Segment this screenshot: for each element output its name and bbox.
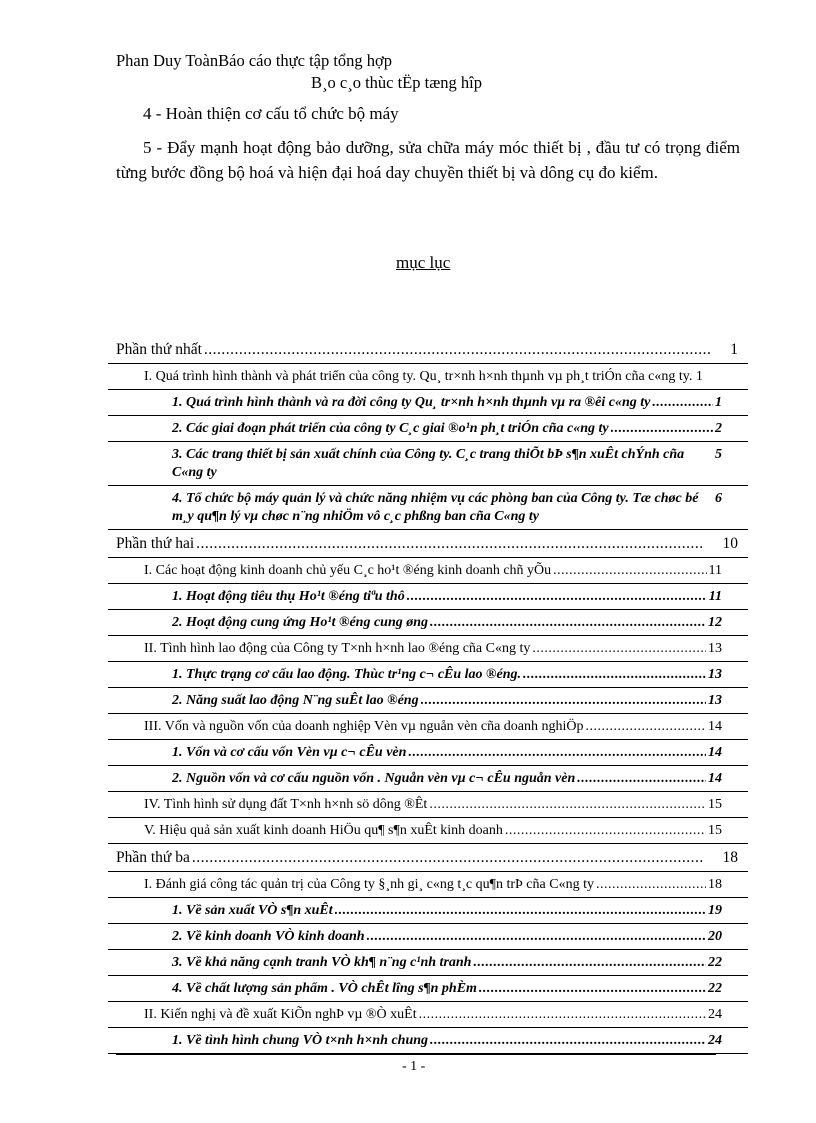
toc-entry-page: 1 <box>715 395 722 410</box>
toc-leader-dots <box>523 666 706 684</box>
toc-entry-2-iii[interactable] <box>108 714 748 740</box>
toc-entry-2-iii-2[interactable] <box>108 766 748 792</box>
toc-entry-label: 2. Hoạt động cung ứng Ho¹t ®éng cung øng <box>172 615 429 630</box>
toc-entry-page: 18 <box>708 877 722 892</box>
toc-entry-3-i-3[interactable] <box>108 950 748 976</box>
toc-entry-page: 24 <box>708 1033 722 1048</box>
toc-entry-label: I. Quá trình hình thành và phát triển của công ty. Qu¸ tr×nh h×nh thµnh vµ ph¸t triÓn cña c«ng ty. 1 <box>144 369 703 384</box>
toc-entry-2-ii-2[interactable] <box>108 688 748 714</box>
toc-leader-dots <box>192 849 703 867</box>
toc-leader-dots <box>419 1006 706 1024</box>
toc-entry-1-i-2[interactable] <box>108 416 748 442</box>
toc-entry-label: II. Tình hình lao động của Công ty T×nh h×nh lao ®éng cña C«ng ty <box>144 641 531 656</box>
toc-entry-label: III. Vốn và nguồn vốn của doanh nghiệp Vèn vµ nguån vèn cña doanh nghiÖp <box>144 719 584 734</box>
toc-entry-label: Phần thứ nhất <box>116 341 202 358</box>
toc-entry-3-ii[interactable] <box>108 1002 748 1028</box>
toc-entry-page: 14 <box>708 771 722 786</box>
toc-entry-3-i-4[interactable] <box>108 976 748 1002</box>
toc-leader-dots <box>421 692 706 710</box>
footer-divider <box>116 1054 716 1055</box>
toc-entry-page: 11 <box>708 563 722 578</box>
page-number: - 1 - <box>402 1059 426 1074</box>
toc-leader-dots <box>577 770 706 788</box>
toc-entry-part-2[interactable] <box>108 530 748 558</box>
toc-leader-dots <box>473 954 706 972</box>
toc-entry-2-v[interactable] <box>108 818 748 844</box>
toc-entry-page: 22 <box>708 981 722 996</box>
toc-title: mục lục <box>396 253 451 272</box>
header-line-2: B¸o c¸o thùc tËp tæng hîp <box>311 73 482 92</box>
toc-entry-page: 15 <box>708 823 722 838</box>
toc-entry-page: 20 <box>708 929 722 944</box>
toc-entry-part-1[interactable] <box>108 336 748 364</box>
toc-leader-dots <box>335 902 706 920</box>
toc-entry-page: 12 <box>708 615 722 630</box>
toc-leader-dots <box>479 980 706 998</box>
toc-entry-page: 14 <box>708 745 722 760</box>
toc-entry-label: 2. Các giai đoạn phát triển của công ty C¸c giai ®o¹n ph¸t triÓn cña c«ng ty <box>172 421 609 436</box>
table-of-contents <box>108 336 748 1054</box>
toc-entry-label: 1. Vốn và cơ cấu vốn Vèn vµ c¬ cÊu vèn <box>172 745 407 760</box>
toc-entry-label: Phần thứ hai <box>116 535 195 552</box>
toc-leader-dots <box>204 341 710 359</box>
toc-entry-2-ii-1[interactable] <box>108 662 748 688</box>
toc-entry-1-i-1[interactable] <box>108 390 748 416</box>
toc-entry-label: IV. Tình hình sử dụng đất T×nh h×nh sö dông ®Êt <box>144 797 428 812</box>
toc-entry-3-i-1[interactable] <box>108 898 748 924</box>
toc-entry-label: 1. Về sản xuất VÒ s¶n xuÊt <box>172 903 333 918</box>
toc-leader-dots <box>429 796 706 814</box>
toc-entry-2-ii[interactable] <box>108 636 748 662</box>
toc-entry-label: 3. Các trang thiết bị sản xuất chính của Công ty. C¸c trang thiÕt bÞ s¶n xuÊt chÝnh cña C«ng ty <box>172 447 685 480</box>
toc-entry-label: 2. Nguồn vốn và cơ cấu nguồn vốn . Nguån vèn vµ c¬ cÊu nguån vèn <box>172 771 576 786</box>
paragraph-4: 4 - Hoàn thiện cơ cấu tổ chức bộ máy <box>143 104 399 123</box>
toc-entry-label: II. Kiến nghị và đề xuất KiÕn nghÞ vµ ®Ò xuÊt <box>144 1007 417 1022</box>
toc-entry-label: 1. Về tình hình chung VÒ t×nh h×nh chung <box>172 1033 429 1048</box>
toc-entry-page: 22 <box>708 955 722 970</box>
toc-entry-page: 15 <box>708 797 722 812</box>
toc-leader-dots <box>367 928 706 946</box>
toc-entry-2-i[interactable] <box>108 558 748 584</box>
toc-leader-dots <box>430 1032 706 1050</box>
toc-entry-label: Phần thứ ba <box>116 849 190 866</box>
paragraph-5: 5 - Đẩy mạnh hoạt động bảo dưỡng, sửa chữa máy móc thiết bị , đầu tư có trọng điểm từng bước đồng bộ hoá và hiện đại hoá day chuyền thiết bị và dông cụ đo kiểm. <box>116 138 740 182</box>
toc-entry-page: 5 <box>715 447 722 462</box>
toc-entry-page: 13 <box>708 693 722 708</box>
toc-leader-dots <box>408 744 706 762</box>
toc-entry-label: I. Các hoạt động kinh doanh chủ yếu C¸c ho¹t ®éng kinh doanh chñ yÕu <box>144 563 552 578</box>
toc-entry-3-ii-1[interactable] <box>108 1028 748 1054</box>
toc-entry-label: 1. Hoạt động tiêu thụ Ho¹t ®éng tiªu thô <box>172 589 405 604</box>
header-line-1: Phan Duy ToànBáo cáo thực tập tổng hợp <box>116 51 393 70</box>
toc-entry-page: 10 <box>722 535 738 552</box>
toc-entry-page: 24 <box>708 1007 722 1022</box>
toc-leader-dots <box>532 640 706 658</box>
toc-leader-dots <box>505 822 706 840</box>
toc-entry-page: 6 <box>715 491 722 506</box>
toc-entry-label: 1. Quá trình hình thành và ra đời công ty Qu¸ tr×nh h×nh thµnh vµ ra ®êi c«ng ty <box>172 395 651 410</box>
toc-entry-label: 1. Thực trạng cơ cấu lao động. Thùc tr¹ng c¬ cÊu lao ®éng. <box>172 667 522 682</box>
toc-entry-page: 13 <box>708 641 722 656</box>
toc-entry-2-i-2[interactable] <box>108 610 748 636</box>
toc-entry-label: 2. Năng suất lao động N¨ng suÊt lao ®éng <box>172 693 419 708</box>
toc-entry-page: 14 <box>708 719 722 734</box>
toc-leader-dots <box>407 588 707 606</box>
toc-entry-page: 1 <box>730 341 738 358</box>
toc-entry-3-i-2[interactable] <box>108 924 748 950</box>
toc-entry-1-i-4[interactable] <box>108 486 748 530</box>
toc-entry-label: 2. Về kinh doanh VÒ kinh doanh <box>172 929 365 944</box>
toc-leader-dots <box>196 535 702 553</box>
toc-leader-dots <box>553 562 706 580</box>
toc-entry-page: 2 <box>715 421 722 436</box>
toc-entry-page: 13 <box>708 667 722 682</box>
toc-entry-page: 11 <box>708 589 722 604</box>
toc-entry-label: 4. Tổ chức bộ máy quản lý và chức năng nhiệm vụ các phòng ban của Công ty. Tæ chøc bé m¸y qu¶n lý vµ chøc n¨ng nhiÖm vô c¸c phßng ban cña C«ng ty <box>172 491 699 524</box>
toc-entry-label: V. Hiệu quả sản xuất kinh doanh HiÖu qu¶ s¶n xuÊt kinh doanh <box>144 823 503 838</box>
toc-entry-label: 3. Về khả năng cạnh tranh VÒ kh¶ n¨ng c¹nh tranh <box>172 955 472 970</box>
toc-entry-1-i[interactable] <box>108 364 748 390</box>
toc-entry-label: 4. Về chất lượng sản phẩm . VÒ chÊt lîng s¶n phÈm <box>172 981 477 996</box>
toc-entry-2-iii-1[interactable] <box>108 740 748 766</box>
toc-entry-3-i[interactable] <box>108 872 748 898</box>
toc-entry-label: I. Đánh giá công tác quản trị của Công ty §¸nh gi¸ c«ng t¸c qu¶n trÞ cña C«ng ty <box>144 877 594 892</box>
toc-leader-dots <box>430 614 706 632</box>
toc-leader-dots <box>596 876 706 894</box>
toc-entry-page: 19 <box>708 903 722 918</box>
toc-leader-dots <box>611 420 713 438</box>
toc-leader-dots <box>652 394 713 412</box>
toc-entry-page: 18 <box>722 849 738 866</box>
toc-leader-dots <box>586 718 706 736</box>
toc-entry-1-i-3[interactable] <box>108 442 748 486</box>
toc-entry-part-3[interactable] <box>108 844 748 872</box>
toc-entry-2-i-1[interactable] <box>108 584 748 610</box>
toc-entry-2-iv[interactable] <box>108 792 748 818</box>
